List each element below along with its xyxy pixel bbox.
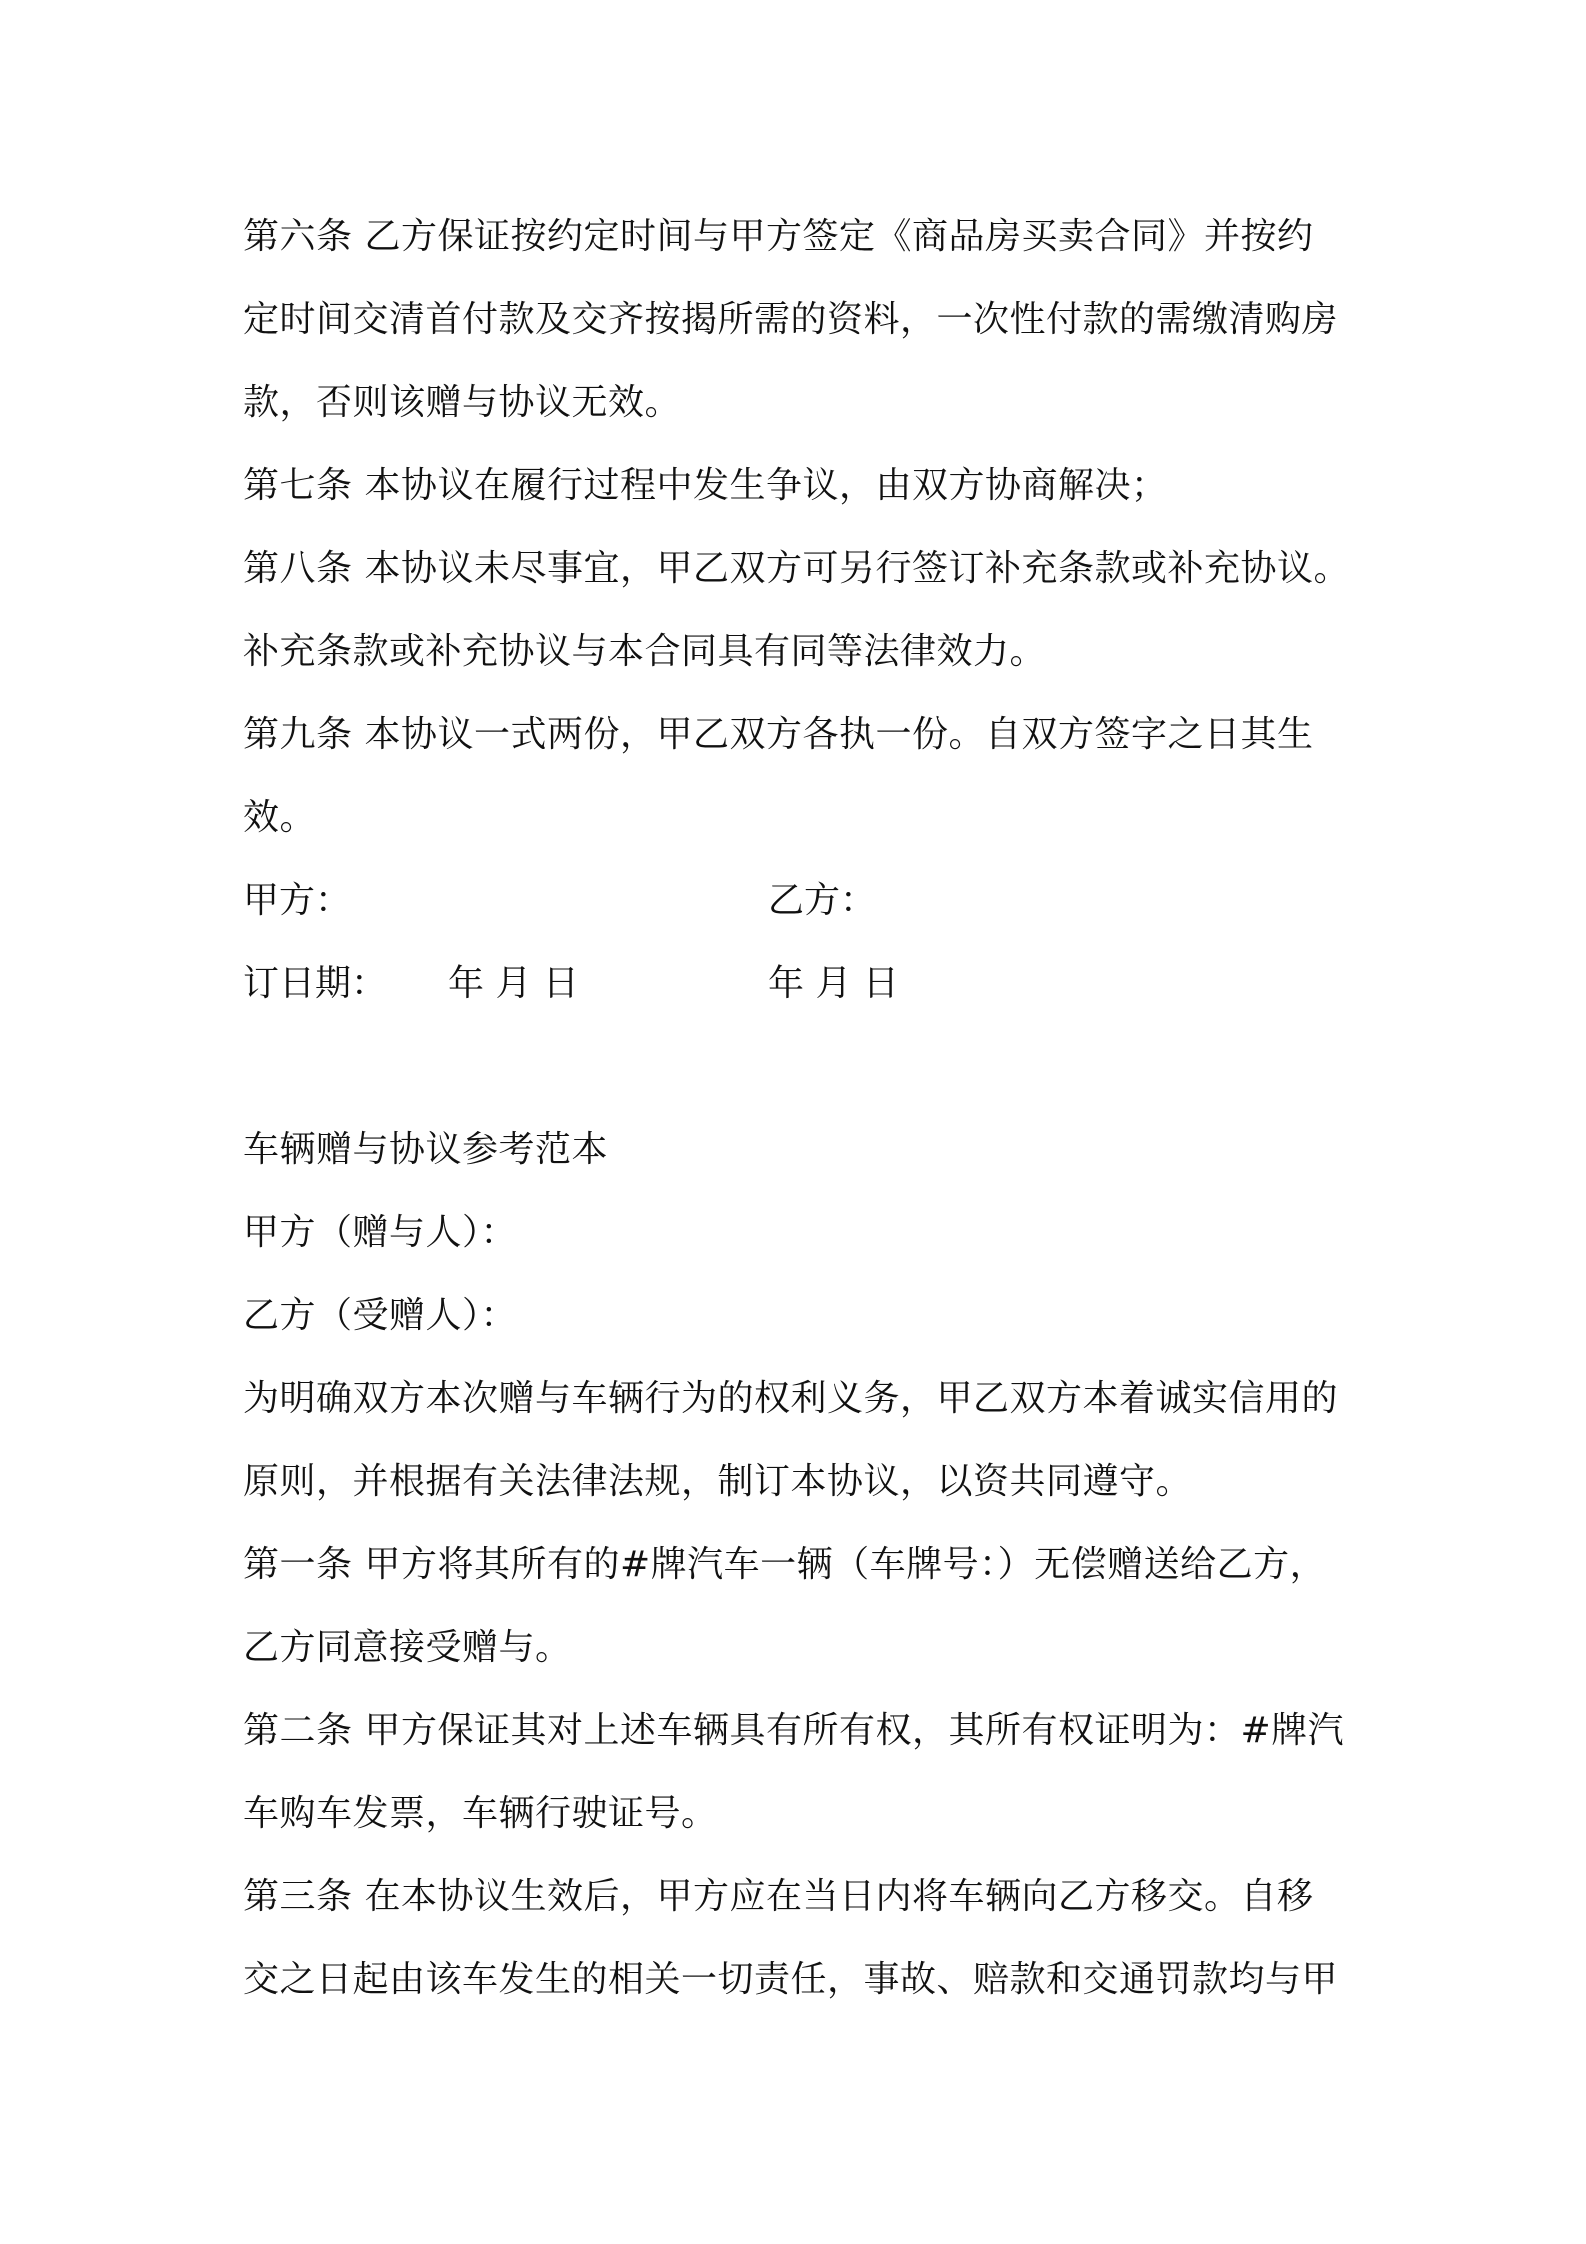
paragraph-line: 效。 [243,797,317,838]
party-a-label: 甲方： [243,880,352,921]
signature-parties-row [243,859,1363,942]
date-label: 订日期： [243,963,388,1004]
paragraph-line: 第九条 本协议一式两份，甲乙双方各执一份。自双方签字之日其生 [243,714,1314,755]
paragraph-line: 定时间交清首付款及交齐按揭所需的资料，一次性付款的需缴清购房 [243,299,1339,340]
paragraph-line: 补充条款或补充协议与本合同具有同等法律效力。 [243,631,1047,672]
party-b-label: 乙方： [768,880,877,921]
section-gap [243,1025,1363,1108]
paragraph-line: 为明确双方本次赠与车辆行为的权利义务，甲乙双方本着诚实信用的 [243,1378,1339,1419]
date-a: 年 月 日 [448,963,579,1004]
date-b: 年 月 日 [768,963,899,1004]
section-title: 车辆赠与协议参考范本 [243,1129,609,1170]
paragraph-line: 第六条 乙方保证按约定时间与甲方签定《商品房买卖合同》并按约 [243,216,1314,257]
paragraph-line: 车购车发票，车辆行驶证号。 [243,1793,718,1834]
signature-date-row [243,942,1363,1025]
paragraph-line: 第七条 本协议在履行过程中发生争议，由双方协商解决； [243,465,1168,506]
paragraph-line: 款，否则该赠与协议无效。 [243,382,682,423]
paragraph-line: 第八条 本协议未尽事宜，甲乙双方可另行签订补充条款或补充协议。 [243,548,1350,589]
paragraph-line: 第二条 甲方保证其对上述车辆具有所有权，其所有权证明为：#牌汽 [243,1710,1345,1751]
paragraph-line: 第一条 甲方将其所有的#牌汽车一辆（车牌号：）无偿赠送给乙方， [243,1544,1327,1585]
paragraph-line: 第三条 在本协议生效后，甲方应在当日内将车辆向乙方移交。自移 [243,1876,1314,1917]
paragraph-line: 乙方（受赠人）： [243,1295,518,1336]
paragraph-line: 原则，并根据有关法律法规，制订本协议，以资共同遵守。 [243,1461,1193,1502]
document-body [243,195,1363,2021]
paragraph-line: 乙方同意接受赠与。 [243,1627,572,1668]
paragraph-line: 甲方（赠与人）： [243,1212,518,1253]
paragraph-line: 交之日起由该车发生的相关一切责任，事故、赔款和交通罚款均与甲 [243,1959,1339,2000]
